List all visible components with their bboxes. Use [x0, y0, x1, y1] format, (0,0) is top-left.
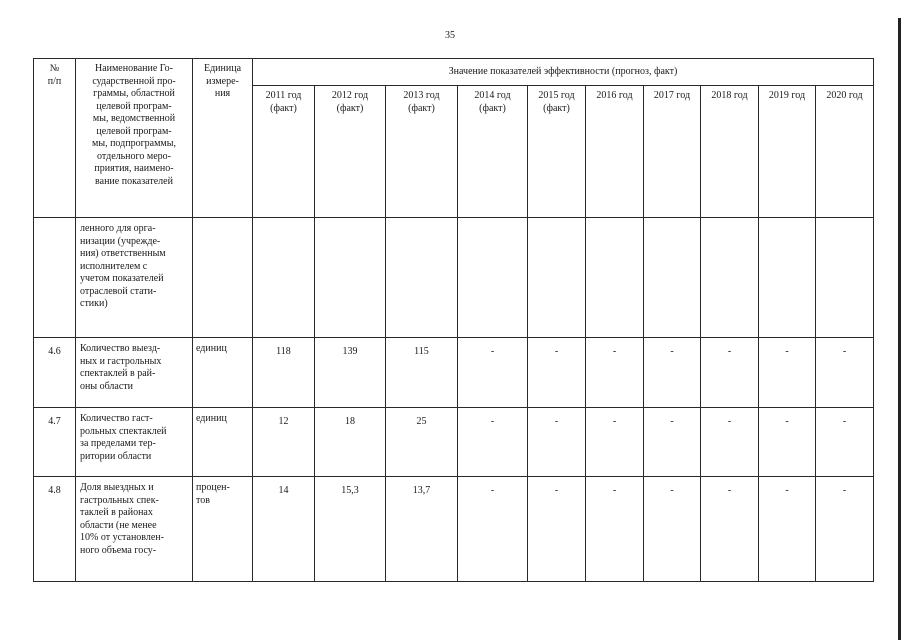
- row-value-2020: -: [816, 338, 874, 408]
- row-value-2013: 25: [386, 408, 458, 477]
- header-year-2020: 2020 год: [816, 86, 874, 218]
- header-year-2017: 2017 год: [644, 86, 701, 218]
- row-value-2020: [816, 218, 874, 338]
- scan-edge-bar: [898, 18, 901, 640]
- row-unit: процен- тов: [193, 477, 253, 582]
- row-value-2014: -: [458, 338, 528, 408]
- row-value-2012: 15,3: [315, 477, 386, 582]
- row-value-2020: -: [816, 477, 874, 582]
- table-row: [34, 408, 874, 477]
- table-row: [34, 338, 874, 408]
- row-value-2011: 12: [253, 408, 315, 477]
- row-value-2018: [701, 218, 759, 338]
- row-value-2017: -: [644, 338, 701, 408]
- row-value-2020: -: [816, 408, 874, 477]
- row-value-2017: -: [644, 408, 701, 477]
- header-col-unit: Единица измере- ния: [193, 59, 253, 218]
- header-year-2011: 2011 год (факт): [253, 86, 315, 218]
- row-value-2018: -: [701, 338, 759, 408]
- header-year-2013: 2013 год (факт): [386, 86, 458, 218]
- row-value-2015: -: [528, 408, 586, 477]
- row-name: ленного для орга- низации (учрежде- ния) ответственным исполнителем с учетом показателей отраслевой стати- стики): [76, 218, 193, 338]
- row-num: 4.8: [34, 477, 76, 582]
- row-value-2016: -: [586, 408, 644, 477]
- row-name: Доля выездных и гастрольных спек- таклей в районах области (не менее 10% от установлен- ного объема госу-: [76, 477, 193, 582]
- header-year-2018: 2018 год: [701, 86, 759, 218]
- row-value-2019: [759, 218, 816, 338]
- row-value-2014: -: [458, 408, 528, 477]
- row-value-2014: -: [458, 477, 528, 582]
- row-value-2019: -: [759, 477, 816, 582]
- row-value-2011: 14: [253, 477, 315, 582]
- row-value-2011: [253, 218, 315, 338]
- row-value-2016: -: [586, 477, 644, 582]
- row-num: 4.7: [34, 408, 76, 477]
- row-unit: [193, 218, 253, 338]
- header-year-2015: 2015 год (факт): [528, 86, 586, 218]
- row-value-2019: -: [759, 408, 816, 477]
- table-row: [34, 218, 874, 338]
- row-name: Количество выезд- ных и гастрольных спектаклей в рай- оны области: [76, 338, 193, 408]
- row-value-2019: -: [759, 338, 816, 408]
- page-number: 35: [445, 30, 455, 41]
- header-col-name: Наименование Го- сударственной про- граммы, областной целевой програм- мы, ведомственной целевой програм- мы, подпрограммы, отдельного меро- приятия, наимено- вание показателей: [76, 59, 193, 218]
- row-value-2016: -: [586, 338, 644, 408]
- row-value-2012: 18: [315, 408, 386, 477]
- row-value-2016: [586, 218, 644, 338]
- row-name: Количество гаст- рольных спектаклей за пределами тер- ритории области: [76, 408, 193, 477]
- header-col-num: № п/п: [34, 59, 76, 218]
- row-unit: единиц: [193, 408, 253, 477]
- header-col-values: Значение показателей эффективности (прогноз, факт): [253, 59, 874, 86]
- row-value-2015: -: [528, 477, 586, 582]
- header-year-2012: 2012 год (факт): [315, 86, 386, 218]
- header-row-1: [34, 59, 874, 86]
- row-value-2013: [386, 218, 458, 338]
- row-value-2018: -: [701, 408, 759, 477]
- row-num: 4.6: [34, 338, 76, 408]
- header-year-2016: 2016 год: [586, 86, 644, 218]
- header-year-2019: 2019 год: [759, 86, 816, 218]
- row-value-2018: -: [701, 477, 759, 582]
- row-value-2013: 115: [386, 338, 458, 408]
- row-value-2012: [315, 218, 386, 338]
- row-value-2012: 139: [315, 338, 386, 408]
- row-value-2017: [644, 218, 701, 338]
- row-value-2014: [458, 218, 528, 338]
- row-value-2015: [528, 218, 586, 338]
- row-value-2013: 13,7: [386, 477, 458, 582]
- row-value-2015: -: [528, 338, 586, 408]
- header-year-2014: 2014 год (факт): [458, 86, 528, 218]
- table-row: [34, 477, 874, 582]
- indicators-table: [33, 58, 874, 582]
- row-value-2017: -: [644, 477, 701, 582]
- row-value-2011: 118: [253, 338, 315, 408]
- indicators-table-wrapper: [33, 58, 874, 582]
- row-unit: единиц: [193, 338, 253, 408]
- row-num: [34, 218, 76, 338]
